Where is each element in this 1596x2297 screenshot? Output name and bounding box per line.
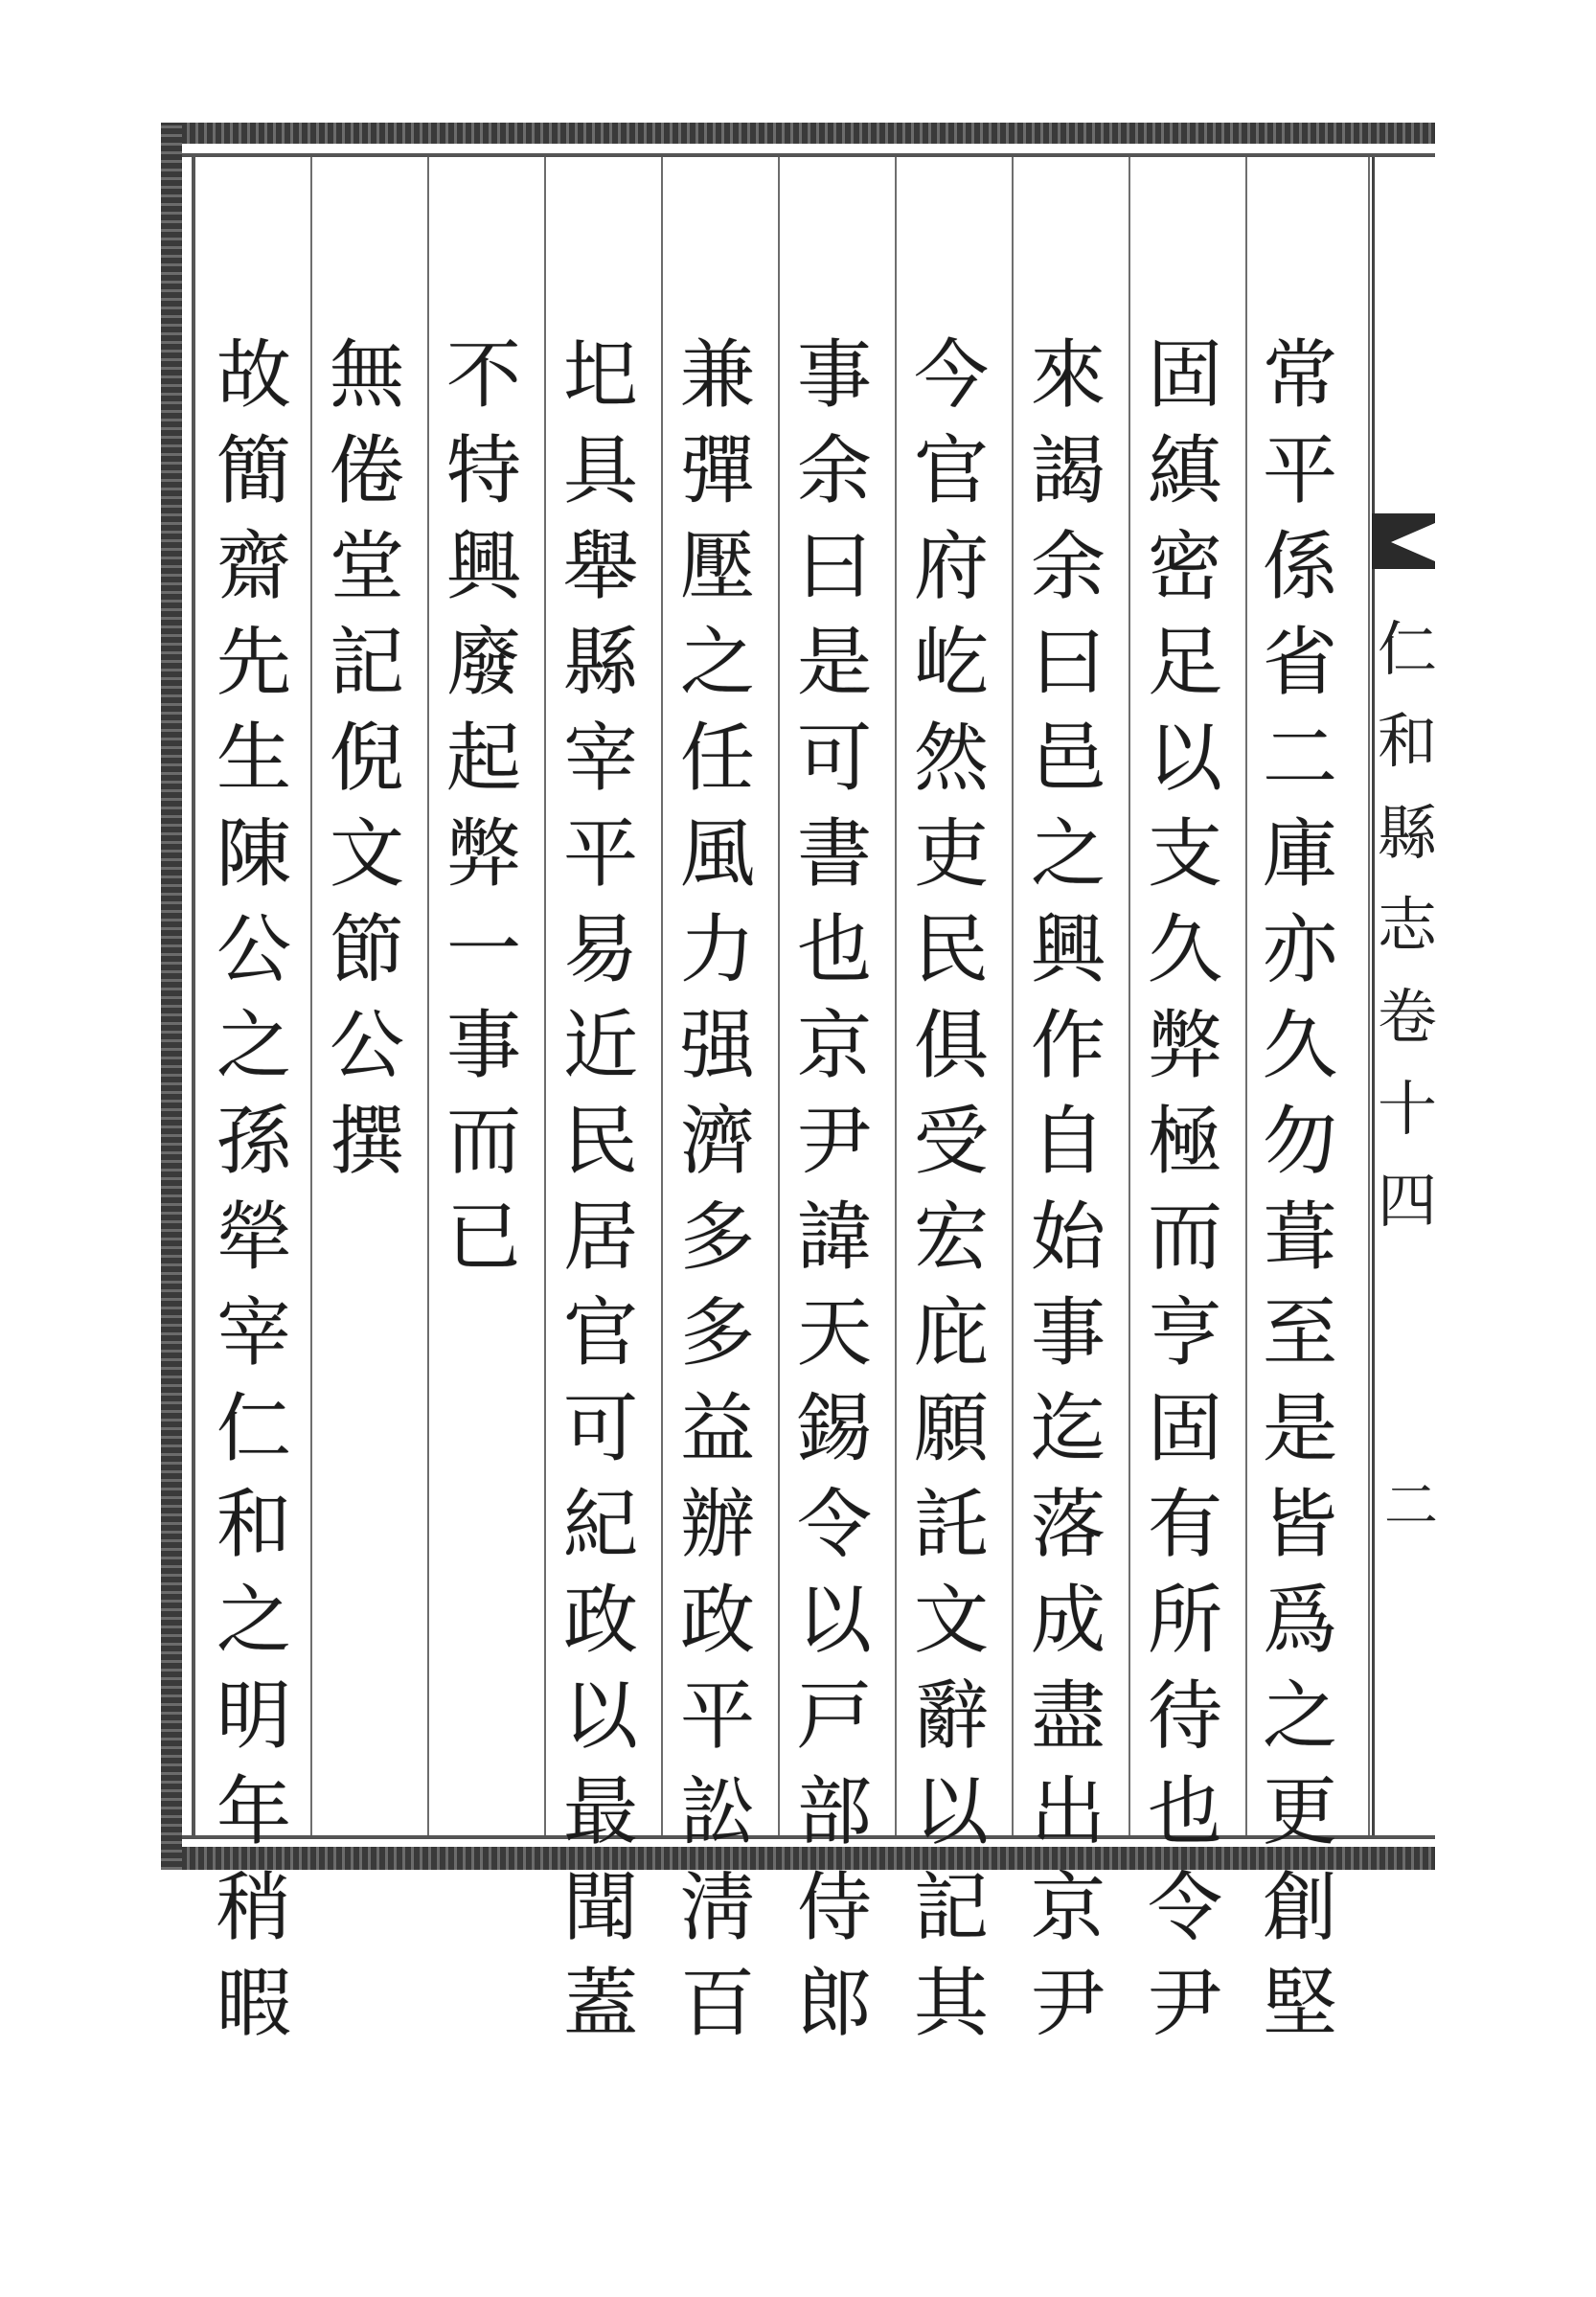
glyph: 平: [562, 811, 638, 898]
column-rule: [427, 157, 429, 1835]
glyph: 弊: [1147, 1003, 1222, 1089]
glyph: 記: [913, 1865, 989, 1951]
column-rule: [1129, 157, 1130, 1835]
glyph: 生: [216, 716, 291, 802]
glyph: 齋: [216, 524, 291, 610]
glyph: 民: [913, 907, 989, 993]
glyph: 官: [562, 1290, 638, 1376]
glyph: 願: [913, 1386, 989, 1472]
glyph: 最: [562, 1769, 638, 1855]
column-rule: [1012, 157, 1014, 1835]
glyph: 文: [329, 811, 404, 898]
text-column-3: [1015, 328, 1121, 2052]
glyph: 久: [1262, 1003, 1337, 1089]
book-title-char: 和: [1378, 706, 1438, 776]
glyph: 支: [1147, 811, 1222, 898]
book-title-char: 仁: [1378, 614, 1438, 684]
glyph: 力: [679, 907, 755, 993]
glyph: 舉: [562, 524, 638, 610]
glyph: 來: [1030, 332, 1106, 419]
glyph: 堅: [1262, 1961, 1337, 2047]
glyph: 節: [329, 907, 404, 993]
text-column-9: [314, 328, 420, 1190]
glyph: 亨: [1147, 1290, 1222, 1376]
glyph: 落: [1030, 1482, 1106, 1568]
glyph: 待: [1147, 1673, 1222, 1760]
glyph: 俱: [913, 1003, 989, 1089]
glyph: 庇: [913, 1290, 989, 1376]
text-column-2: [1132, 328, 1238, 2052]
glyph: 多: [679, 1194, 755, 1281]
glyph: 興: [445, 524, 521, 610]
glyph: 郎: [796, 1961, 872, 2047]
glyph: 盡: [1030, 1673, 1106, 1760]
glyph: 倦: [329, 428, 404, 514]
glyph: 堂: [329, 524, 404, 610]
glyph: 然: [913, 716, 989, 802]
glyph: 謁: [1030, 428, 1106, 514]
page-number: 二: [1384, 1475, 1438, 1537]
glyph: 迄: [1030, 1386, 1106, 1472]
glyph: 始: [1030, 1194, 1106, 1281]
glyph: 尹: [1030, 1961, 1106, 2047]
column-rule: [544, 157, 546, 1835]
glyph: 令: [1147, 1865, 1222, 1951]
glyph: 益: [679, 1386, 755, 1472]
glyph: 故: [216, 332, 291, 419]
glyph: 明: [216, 1673, 291, 1760]
glyph: 平: [679, 1673, 755, 1760]
glyph: 出: [1030, 1769, 1106, 1855]
glyph: 年: [216, 1769, 291, 1855]
glyph: 宰: [216, 1290, 291, 1376]
glyph: 余: [796, 428, 872, 514]
frame-left-inner-line: [192, 153, 195, 1839]
book-title-char: 縣: [1378, 798, 1438, 868]
glyph: 具: [562, 428, 638, 514]
glyph: 百: [679, 1961, 755, 2047]
frame-left-border: [161, 123, 182, 1870]
glyph: 侍: [796, 1865, 872, 1951]
glyph: 吏: [913, 811, 989, 898]
glyph: 戸: [796, 1673, 872, 1760]
text-column-10: [201, 328, 307, 2052]
glyph: 風: [679, 811, 755, 898]
text-column-4: [899, 328, 1004, 2052]
glyph: 官: [913, 428, 989, 514]
glyph: 尹: [1147, 1961, 1222, 2047]
glyph: 足: [1147, 620, 1222, 706]
glyph: 令: [796, 1482, 872, 1568]
text-column-1: [1247, 328, 1353, 2052]
glyph: 京: [796, 1003, 872, 1089]
book-title: [1378, 603, 1438, 1247]
glyph: 而: [1147, 1194, 1222, 1281]
book-title-char: 志: [1378, 890, 1438, 960]
glyph: 孫: [216, 1099, 291, 1185]
glyph: 之: [216, 1578, 291, 1664]
glyph: 撰: [329, 1099, 404, 1185]
book-title-char: 十: [1378, 1074, 1438, 1144]
glyph: 平: [1262, 428, 1337, 514]
glyph: 更: [1262, 1769, 1337, 1855]
glyph: 辦: [679, 1482, 755, 1568]
glyph: 辭: [913, 1673, 989, 1760]
glyph: 託: [913, 1482, 989, 1568]
glyph: 稍: [216, 1865, 291, 1951]
glyph: 仁: [216, 1386, 291, 1472]
glyph: 書: [796, 811, 872, 898]
glyph: 先: [216, 620, 291, 706]
glyph: 作: [1030, 1003, 1106, 1089]
glyph: 簡: [216, 428, 291, 514]
glyph: 極: [1147, 1099, 1222, 1185]
glyph: 宏: [913, 1194, 989, 1281]
glyph: 已: [445, 1194, 521, 1281]
glyph: 蓋: [562, 1961, 638, 2047]
glyph: 以: [913, 1769, 989, 1855]
glyph: 圯: [562, 332, 638, 419]
glyph: 易: [562, 907, 638, 993]
text-column-8: [431, 328, 536, 1285]
glyph: 紀: [562, 1482, 638, 1568]
glyph: 倪: [329, 716, 404, 802]
glyph: 縝: [1147, 428, 1222, 514]
glyph: 天: [796, 1290, 872, 1376]
glyph: 之: [679, 620, 755, 706]
glyph: 記: [329, 620, 404, 706]
book-title-char: 卷: [1378, 982, 1438, 1052]
glyph: 可: [796, 716, 872, 802]
glyph: 亦: [1262, 907, 1337, 993]
glyph: 一: [445, 907, 521, 993]
glyph: 多: [679, 1290, 755, 1376]
glyph: 固: [1147, 1386, 1222, 1472]
glyph: 屹: [913, 620, 989, 706]
glyph: 壓: [679, 524, 755, 610]
glyph: 事: [1030, 1290, 1106, 1376]
glyph: 文: [913, 1578, 989, 1664]
glyph: 錫: [796, 1386, 872, 1472]
glyph: 是: [1262, 1386, 1337, 1472]
glyph: 庫: [1262, 811, 1337, 898]
glyph: 以: [1147, 716, 1222, 802]
glyph: 爲: [1262, 1578, 1337, 1664]
glyph: 有: [1147, 1482, 1222, 1568]
column-rule: [895, 157, 897, 1835]
glyph: 近: [562, 1003, 638, 1089]
glyph: 至: [1262, 1290, 1337, 1376]
glyph: 居: [562, 1194, 638, 1281]
glyph: 以: [796, 1578, 872, 1664]
glyph: 邑: [1030, 716, 1106, 802]
glyph: 宰: [562, 716, 638, 802]
glyph: 公: [216, 907, 291, 993]
glyph: 其: [913, 1961, 989, 2047]
glyph: 自: [1030, 1099, 1106, 1185]
glyph: 久: [1147, 907, 1222, 993]
glyph: 尹: [796, 1099, 872, 1185]
glyph: 余: [1030, 524, 1106, 610]
glyph: 彈: [679, 428, 755, 514]
glyph: 固: [1147, 332, 1222, 419]
glyph: 諱: [796, 1194, 872, 1281]
glyph: 二: [1262, 716, 1337, 802]
glyph: 之: [1262, 1673, 1337, 1760]
glyph: 曰: [796, 524, 872, 610]
glyph: 受: [913, 1099, 989, 1185]
glyph: 起: [445, 716, 521, 802]
glyph: 也: [1147, 1769, 1222, 1855]
glyph: 曰: [1030, 620, 1106, 706]
glyph: 廢: [445, 620, 521, 706]
glyph: 淸: [679, 1865, 755, 1951]
glyph: 之: [216, 1003, 291, 1089]
glyph: 和: [216, 1482, 291, 1568]
glyph: 犖: [216, 1194, 291, 1281]
glyph: 陳: [216, 811, 291, 898]
fishtail-mark-icon: [1372, 513, 1435, 569]
glyph: 京: [1030, 1865, 1106, 1951]
text-column-6: [665, 328, 770, 2052]
glyph: 政: [562, 1578, 638, 1664]
glyph: 也: [796, 907, 872, 993]
glyph: 不: [445, 332, 521, 419]
glyph: 部: [796, 1769, 872, 1855]
frame-top-border: [161, 123, 1435, 144]
glyph: 興: [1030, 907, 1106, 993]
glyph: 係: [1262, 524, 1337, 610]
glyph: 任: [679, 716, 755, 802]
glyph: 民: [562, 1099, 638, 1185]
glyph: 創: [1262, 1865, 1337, 1951]
book-title-char: 四: [1378, 1166, 1438, 1236]
glyph: 無: [329, 332, 404, 419]
glyph: 今: [913, 332, 989, 419]
glyph: 事: [796, 332, 872, 419]
glyph: 暇: [216, 1961, 291, 2047]
glyph: 密: [1147, 524, 1222, 610]
glyph: 政: [679, 1578, 755, 1664]
glyph: 省: [1262, 620, 1337, 706]
glyph: 常: [1262, 332, 1337, 419]
column-rule: [778, 157, 780, 1835]
glyph: 訟: [679, 1769, 755, 1855]
text-column-7: [548, 328, 653, 2052]
glyph: 事: [445, 1003, 521, 1089]
glyph: 公: [329, 1003, 404, 1089]
glyph: 皆: [1262, 1482, 1337, 1568]
glyph: 以: [562, 1673, 638, 1760]
column-rule: [310, 157, 312, 1835]
glyph: 可: [562, 1386, 638, 1472]
glyph: 弊: [445, 811, 521, 898]
text-column-5: [782, 328, 887, 2052]
column-rule: [661, 157, 663, 1835]
glyph: 聞: [562, 1865, 638, 1951]
glyph: 强: [679, 1003, 755, 1089]
column-rule: [1368, 157, 1370, 1835]
glyph: 成: [1030, 1578, 1106, 1664]
glyph: 葺: [1262, 1194, 1337, 1281]
glyph: 所: [1147, 1578, 1222, 1664]
glyph: 勿: [1262, 1099, 1337, 1185]
glyph: 兼: [679, 332, 755, 419]
glyph: 府: [913, 524, 989, 610]
glyph: 而: [445, 1099, 521, 1185]
glyph: 特: [445, 428, 521, 514]
glyph: 縣: [562, 620, 638, 706]
glyph: 濟: [679, 1099, 755, 1185]
glyph: 之: [1030, 811, 1106, 898]
glyph: 是: [796, 620, 872, 706]
